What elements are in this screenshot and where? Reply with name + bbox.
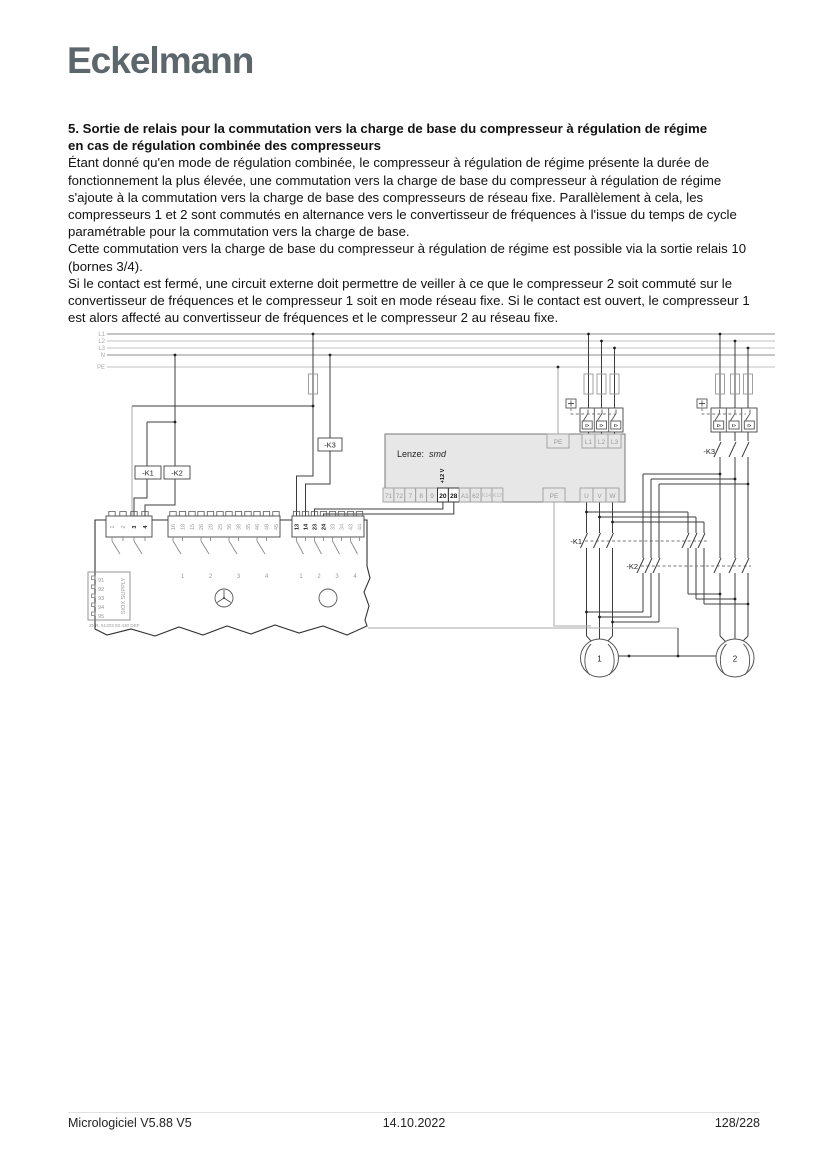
bus-label-n: N — [100, 353, 105, 359]
board-terminal-28: 28 — [208, 523, 215, 531]
inverter-terminal-71: 71 — [384, 493, 393, 500]
board-terminal-16: 16 — [171, 523, 177, 531]
board-terminal-13: 13 — [294, 523, 301, 531]
motor-2-label: 2 — [732, 654, 738, 664]
inverter-terminal-7: 7 — [408, 493, 413, 500]
bus-label-pe: PE — [96, 365, 105, 371]
board-terminal-44: 44 — [357, 523, 364, 531]
k3-contact-row — [703, 442, 749, 457]
inverter-terminal-8: 8 — [419, 493, 424, 500]
section-heading-line2: en cas de régulation combinée des compresseurs — [68, 138, 381, 154]
relay-number: 2 — [208, 574, 213, 580]
board-terminal-24: 24 — [321, 523, 328, 531]
inverter-terminal-pe-bottom: PE — [549, 493, 559, 500]
inverter-terminal-62: 62 — [472, 493, 480, 500]
paragraph-1: Étant donné qu'en mode de régulation combinée, le compresseur à régulation de régime présente la durée de fonctionnement la plus élevée, une commutation vers la charge de base du compresseur à régulation de régime s'ajoute à la commutation vers la charge de base des compresseurs de réseau fixe. Parallèlement à cela, les compresseurs 1 et 2 sont commutés en alternance vers le convertisseur de fréquences à l'issue du temps de cycle paramétrable pour la commutation vers la charge de base. — [68, 155, 737, 240]
inverter-terminal-pe-top: PE — [553, 439, 563, 446]
compressor-1-symbol — [581, 636, 619, 677]
relay-number: 1 — [299, 574, 303, 580]
paragraph-3: Si le contact est fermé, une circuit externe doit permettre de veiller à ce que le compresseur 2 soit commuté sur le convertisseur de fréquences et le compresseur 1 soit en mode réseau fixe. Si le contact est ouvert, le compresseur 1 est alors affecté au convertisseur de fréquences et le compresseur 2 au réseau fixe. — [68, 275, 750, 326]
board-terminal-23: 23 — [312, 523, 319, 531]
board-terminal-38: 38 — [236, 523, 243, 531]
relay-number: 2 — [317, 574, 321, 580]
plus-12v-label: +12 V — [440, 468, 446, 484]
board-terminal-14: 14 — [303, 523, 310, 531]
board-terminal-18: 18 — [180, 523, 187, 531]
inverter-terminal-9: 9 — [430, 493, 434, 500]
overcurrent-label: I> — [585, 423, 590, 428]
section-heading-line1: 5. Sortie de relais pour la commutation vers la charge de base du compresseur à régulation de régime — [68, 121, 708, 136]
k2-row-label: -K2 — [626, 562, 638, 571]
wiring-diagram — [85, 326, 780, 698]
inverter-terminal-k14: K14 — [482, 493, 492, 499]
board-terminal-33: 33 — [330, 523, 337, 531]
overcurrent-label: I> — [732, 423, 736, 428]
inverter-terminal-a1: A1 — [460, 493, 469, 500]
overcurrent-label: I> — [747, 423, 752, 428]
board-terminal-45: 45 — [274, 523, 280, 531]
paragraph-2: Cette commutation vers la charge de base du compresseur à régulation de régime est possible via la sortie relais 10 (bornes 3/4). — [68, 241, 747, 274]
page-footer — [68, 1116, 760, 1130]
inverter-supply-branch — [558, 334, 623, 434]
contactor-label-k2: -K2 — [171, 468, 183, 478]
board-terminal-48: 48 — [264, 523, 271, 531]
board-terminal-3: 3 — [132, 525, 138, 529]
siox-supply-label: SIOX SUPPLY — [121, 577, 127, 615]
overcurrent-label: I> — [716, 423, 721, 428]
siox-terminal-95: 95 — [98, 614, 105, 620]
controller-board — [88, 512, 370, 637]
board-terminal-36: 36 — [227, 523, 233, 531]
compressor-2-symbol — [716, 636, 754, 677]
bus-label-l2: L2 — [98, 339, 105, 345]
board-terminal-26: 26 — [199, 523, 205, 531]
bus-label-l1: L1 — [98, 332, 105, 338]
board-znr-label: ZNR. 51203 82 430 DEF — [89, 623, 140, 628]
board-terminal-46: 46 — [255, 523, 261, 531]
siox-terminal-93: 93 — [98, 596, 105, 602]
inverter-terminal-l2: L2 — [597, 439, 606, 446]
company-logo: Eckelmann — [67, 40, 254, 81]
board-terminal-1: 1 — [110, 525, 116, 529]
contactor-label-k3: -K3 — [324, 440, 336, 450]
relay-number: 4 — [353, 574, 357, 580]
k1-row-label: -K1 — [570, 537, 582, 546]
overcurrent-label: I> — [599, 423, 604, 428]
bus-label-l3: L3 — [98, 346, 105, 352]
board-terminal-34: 34 — [339, 523, 346, 531]
footer-date: 14.10.2022 — [382, 1116, 446, 1130]
footer-version: Micrologiciel V5.88 V5 — [68, 1116, 192, 1130]
footer-divider — [68, 1112, 760, 1113]
board-terminal-35: 35 — [246, 523, 252, 531]
board-terminal-15: 15 — [190, 523, 196, 531]
frequency-inverter — [383, 434, 625, 502]
k3-row-label: -K3 — [703, 447, 715, 456]
board-terminal-25: 25 — [218, 523, 224, 531]
inverter-brand-label: Lenze: — [397, 449, 425, 459]
inverter-terminal-u: U — [584, 493, 589, 500]
siox-terminal-92: 92 — [98, 587, 105, 593]
board-terminal-43: 43 — [348, 523, 355, 531]
siox-terminal-94: 94 — [98, 605, 105, 611]
contactor-label-k1: -K1 — [142, 468, 154, 478]
overcurrent-label: I> — [613, 423, 618, 428]
inverter-terminal-l1: L1 — [584, 439, 593, 446]
relay-number: 1 — [180, 574, 185, 580]
board-terminal-4: 4 — [143, 525, 149, 529]
inverter-model-label: smd — [429, 449, 447, 459]
inverter-terminal-28: 28 — [450, 493, 458, 500]
inverter-terminal-k12: K12 — [493, 493, 502, 499]
relay-number: 3 — [236, 574, 241, 580]
footer-page-number: 128/228 — [714, 1116, 761, 1130]
body-text — [68, 120, 763, 326]
inverter-terminal-20: 20 — [439, 493, 447, 500]
inverter-terminal-72: 72 — [395, 493, 404, 500]
k2-contact-row — [626, 558, 751, 573]
fixed-mains-branch — [697, 334, 757, 641]
relay-number: 3 — [335, 574, 339, 580]
board-terminal-2: 2 — [121, 525, 127, 529]
siox-terminal-91: 91 — [98, 578, 105, 584]
inverter-terminal-l3: L3 — [610, 439, 619, 446]
relay-number: 4 — [264, 574, 269, 580]
inverter-terminal-w: W — [609, 493, 616, 500]
motor-1-label: 1 — [597, 654, 602, 664]
inverter-terminal-v: V — [597, 493, 602, 500]
power-bus-lines — [97, 332, 775, 371]
k1-contact-row — [570, 533, 707, 548]
